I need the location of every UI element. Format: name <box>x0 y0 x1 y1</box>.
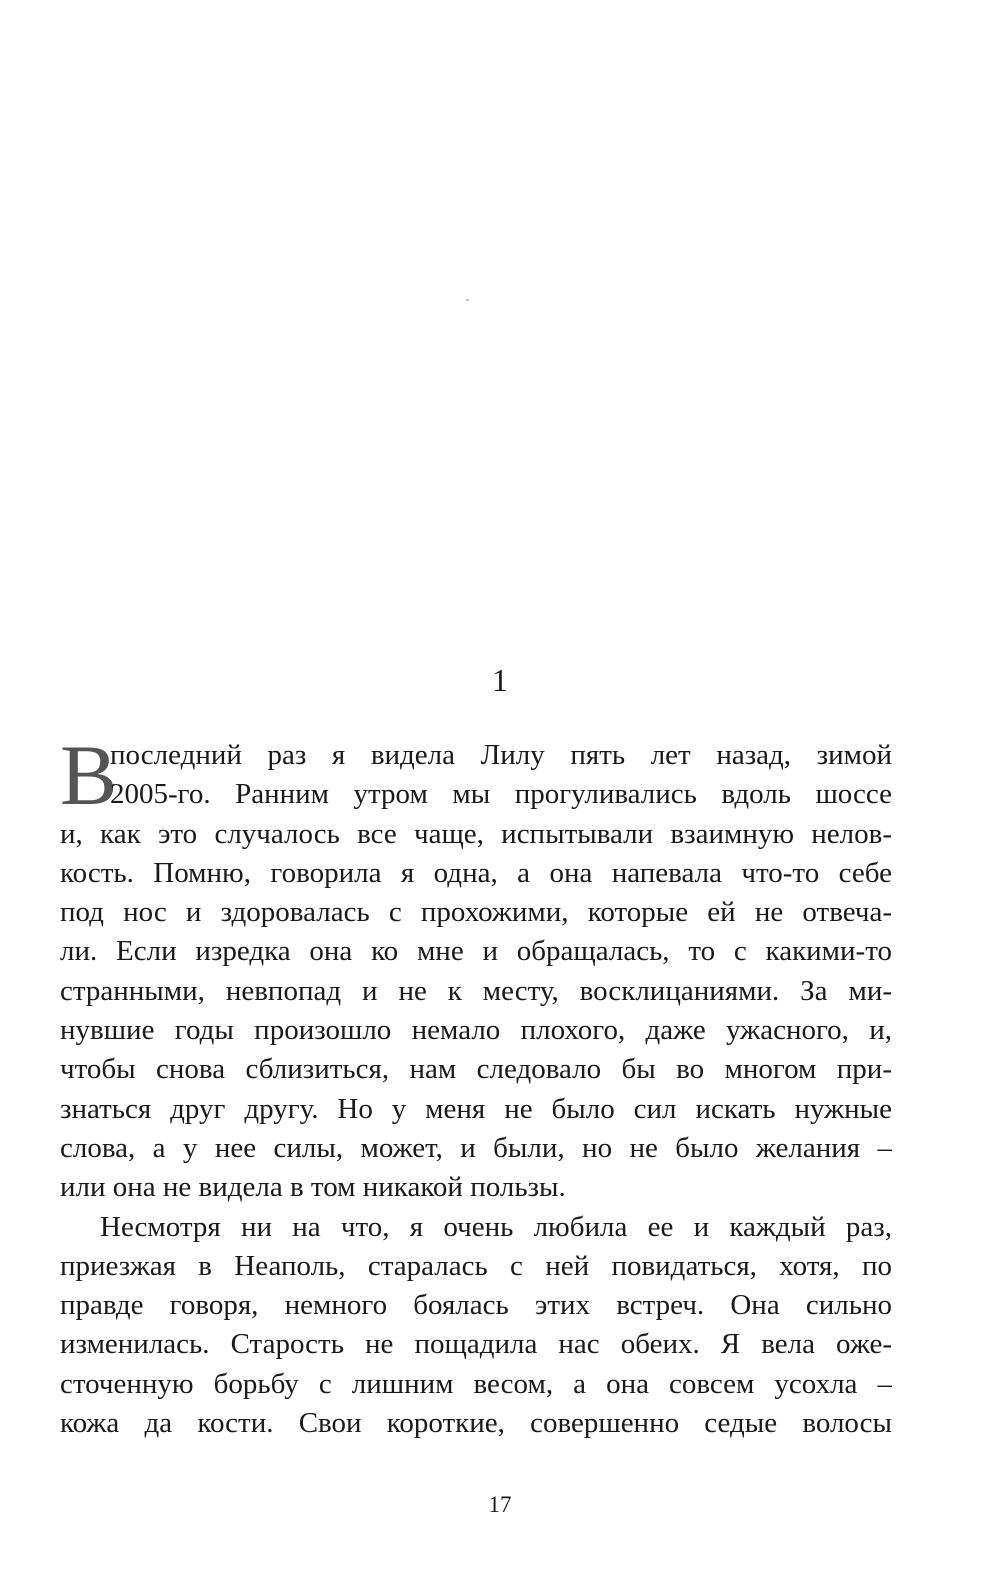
text-line: кожа да кости. Свои короткие, совершенно седые волосы <box>60 1407 892 1440</box>
text-line: странными, невпопад и не к месту, восклицаниями. За ми- <box>60 974 892 1007</box>
text-line: 2005-го. Ранним утром мы прогуливались вдоль шоссе <box>110 778 892 811</box>
text-line: и, как это случалось все чаще, испытывали взаимную нелов- <box>60 817 892 850</box>
text-line: приезжая в Неаполь, старалась с ней повидаться, хотя, по <box>60 1249 892 1282</box>
dropcap-letter: В <box>60 727 118 823</box>
text-line: кость. Помню, говорила я одна, а она напевала что-то себе <box>60 856 892 889</box>
page-number: 17 <box>488 1492 512 1517</box>
text-line: чтобы снова сблизиться, нам следовало бы во многом при- <box>60 1053 892 1086</box>
text-line: знаться друг другу. Но у меня не было сил искать нужные <box>60 1092 892 1125</box>
text-line: или она не видела в том никакой пользы. <box>60 1171 566 1204</box>
text-line: правде говоря, немного боялась этих встреч. Она сильно <box>60 1289 892 1322</box>
text-line: Несмотря ни на что, я очень любила ее и каждый раз, <box>100 1210 892 1243</box>
body-text <box>60 727 892 1443</box>
text-line: последний раз я видела Лилу пять лет назад, зимой <box>110 739 892 771</box>
chapter-number: 1 <box>492 662 508 698</box>
text-line: ли. Если изредка она ко мне и обращалась, то с какими-то <box>60 935 892 968</box>
text-line: слова, а у нее силы, может, и были, но не было желания – <box>60 1131 892 1164</box>
text-line: изменилась. Старость не пощадила нас обеих. Я вела оже- <box>60 1328 892 1361</box>
text-line: нувшие годы произошло немало плохого, даже ужасного, и, <box>60 1014 892 1047</box>
text-line: под нос и здоровалась с прохожими, которые ей не отвеча- <box>60 896 892 929</box>
text-line: сточенную борьбу с лишним весом, а она совсем усохла – <box>60 1367 892 1400</box>
scan-speck <box>466 299 469 301</box>
dropcap-lines <box>110 736 892 815</box>
dropcap-block <box>60 727 892 823</box>
